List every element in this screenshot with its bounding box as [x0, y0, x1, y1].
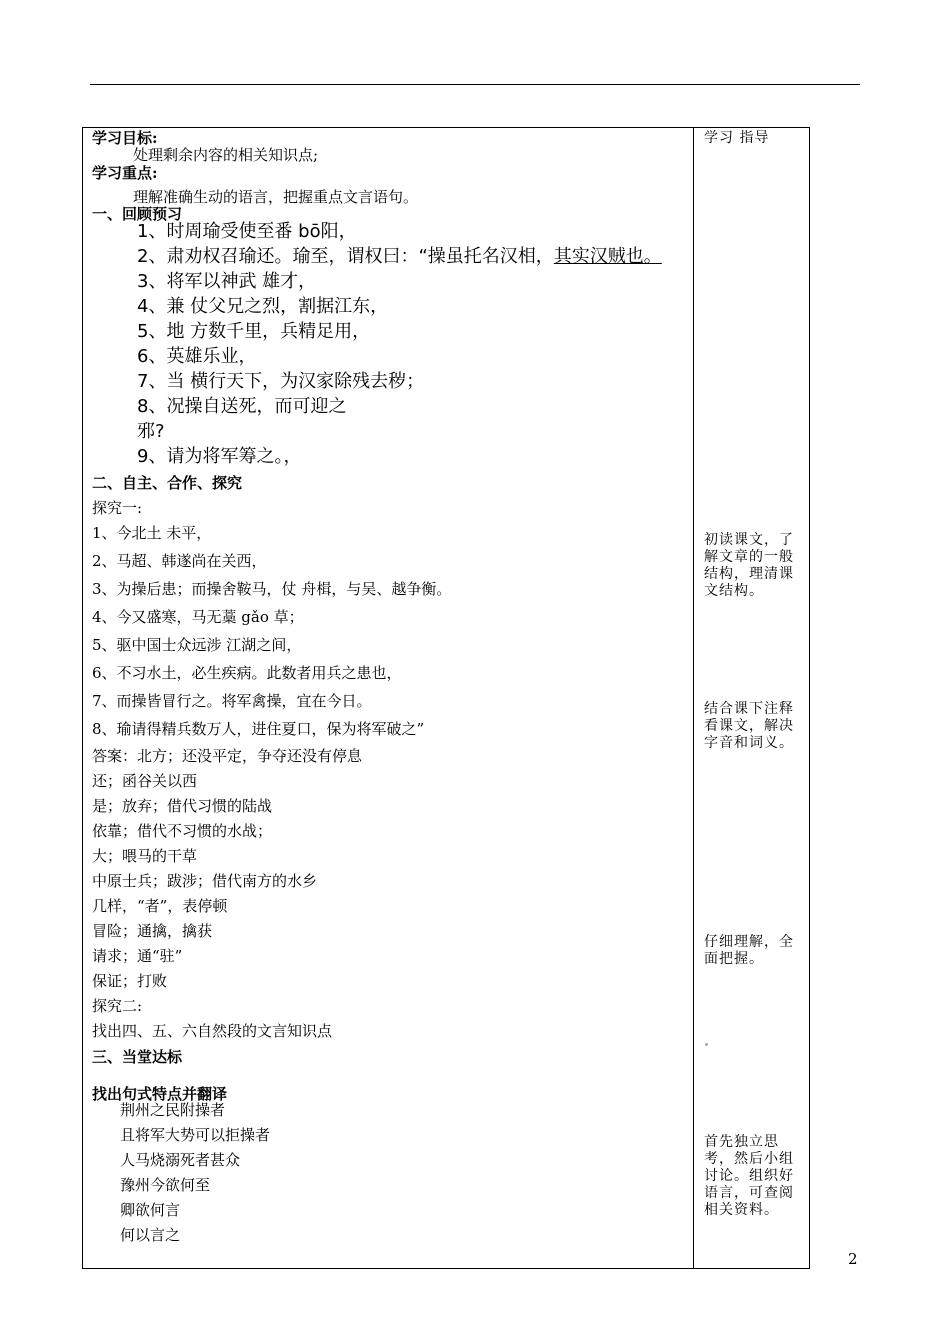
practice-item: 且将军大势可以拒操者 — [120, 1126, 271, 1144]
practice-item: 荆州之民附操者 — [120, 1101, 226, 1119]
review-item: 3、将军以神武 雄才， — [137, 271, 317, 292]
section2-heading: 二、自主、合作、探究 — [92, 474, 243, 492]
answer-line: 保证；打败 — [92, 972, 168, 990]
column-divider — [693, 127, 694, 1269]
answer-line: 冒险；通擒，擒获 — [92, 922, 213, 940]
explore-item: 7、而操皆冒行之。将军禽操，宜在今日。 — [92, 692, 372, 710]
answer-line: 几样，“者”，表停顿 — [92, 897, 228, 915]
underlined-phrase: 其实汉贼也。 — [553, 246, 662, 267]
guide-note: 仔细理解，全面把握。 — [704, 934, 794, 967]
header-rule — [90, 84, 860, 85]
section3-heading: 三、当堂达标 — [92, 1048, 183, 1066]
answer-line: 依靠；借代不习惯的水战； — [92, 822, 273, 840]
objectives-heading: 学习目标: — [92, 129, 158, 147]
explore-item: 4、今又盛寒，马无藁 gǎo 草； — [92, 608, 304, 626]
explore2-text: 找出四、五、六自然段的文言知识点 — [92, 1022, 333, 1040]
guide-note: 初读课文，了解文章的一般结构，理清课文结构。 — [704, 532, 794, 599]
review-item: 7、当 横行天下，为汉家除残去秽； — [137, 371, 425, 392]
section1-heading: 一、回顾预习 — [92, 205, 183, 223]
answer-line: 是；放弃；借代习惯的陆战 — [92, 797, 273, 815]
answer-line: 中原士兵；跋涉；借代南方的水乡 — [92, 872, 318, 890]
guide-note: 首先独立思考，然后小组讨论。组织好语言，可查阅相关资料。 — [704, 1134, 794, 1218]
explore-item: 5、驱中国士众远涉 江湖之间， — [92, 636, 302, 654]
practice-item: 豫州今欲何至 — [120, 1176, 211, 1194]
review-item: 1、时周瑜受使至番 bō阳， — [137, 221, 357, 242]
section3-subheading: 找出句式特点并翻译 — [92, 1085, 228, 1103]
answer-line: 答案：北方；还没平定，争夺还没有停息 — [92, 747, 363, 765]
practice-item: 人马烧溺死者甚众 — [120, 1151, 241, 1169]
key-points-heading: 学习重点: — [92, 164, 158, 182]
guide-note: 结合课下注释看课文，解决字音和词义。 — [704, 701, 794, 751]
key-points-text: 理解准确生动的语言，把握重点文言语句。 — [133, 188, 419, 206]
answer-line: 大；喂马的干草 — [92, 847, 198, 865]
explore-item: 6、不习水土，必生疾病。此数者用兵之患也， — [92, 664, 402, 682]
review-item: 9、请为将军筹之。， — [137, 446, 302, 467]
review-item: 6、英雄乐业， — [137, 346, 257, 367]
answer-line: 请求；通“驻” — [92, 947, 183, 965]
review-item: 8、况操自送死，而可迎之 — [137, 396, 347, 417]
explore-item: 3、为操后患；而操舍鞍马，仗 舟楫，与吴、越争衡。 — [92, 580, 452, 598]
page-number: 2 — [848, 1250, 858, 1268]
review-item: 5、地 方数千里，兵精足用， — [137, 321, 371, 342]
practice-item: 何以言之 — [120, 1226, 181, 1244]
marker-dot — [704, 1029, 800, 1046]
explore2-label: 探究二: — [92, 997, 143, 1015]
explore-item: 1、今北土 未平， — [92, 524, 212, 542]
answer-line: 还；函谷关以西 — [92, 772, 198, 790]
review-item: 邪? — [137, 421, 165, 442]
explore1-label: 探究一: — [92, 499, 143, 517]
explore-item: 2、马超、韩遂尚在关西， — [92, 552, 267, 570]
explore-item: 8、瑜请得精兵数万人，进住夏口，保为将军破之” — [92, 720, 425, 738]
guide-title: 学习 指导 — [704, 130, 770, 146]
objectives-text: 处理剩余内容的相关知识点; — [133, 146, 319, 164]
practice-item: 卿欲何言 — [120, 1201, 181, 1219]
review-item: 2、肃劝权召瑜还。瑜至，谓权曰：“操虽托名汉相，其实汉贼也。 — [137, 246, 662, 267]
review-item: 4、兼 仗父兄之烈，割据江东， — [137, 296, 389, 317]
